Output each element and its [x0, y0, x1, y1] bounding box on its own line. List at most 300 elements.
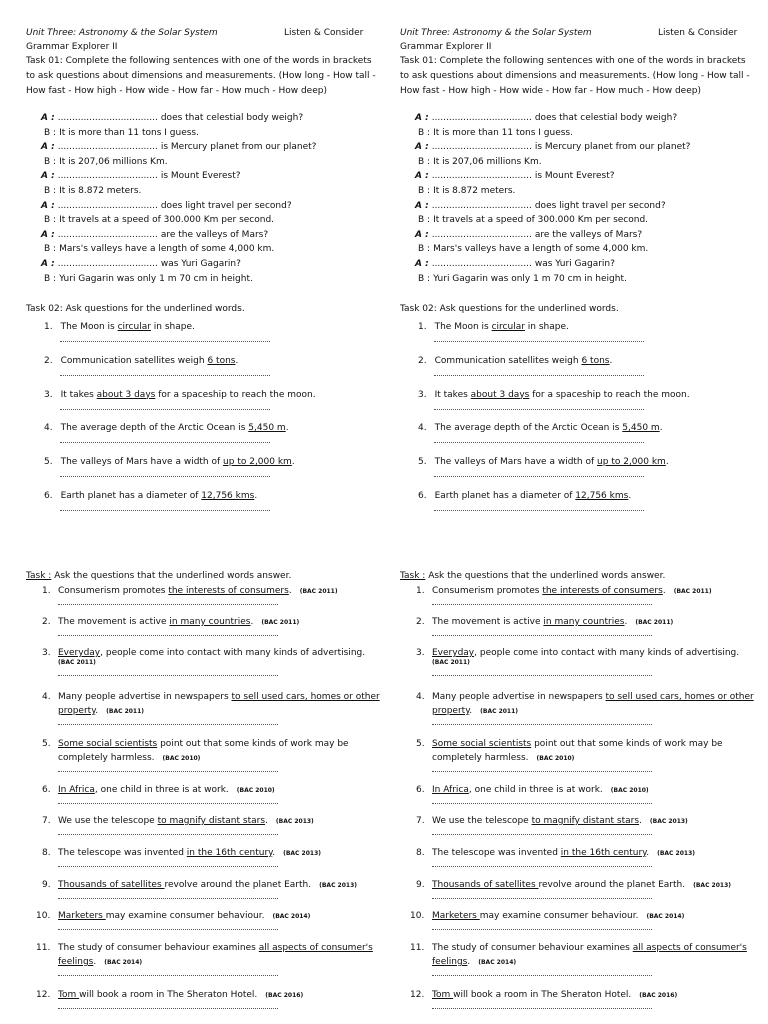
dialogue-text: is Mercury planet from our planet?	[160, 142, 317, 153]
sentence-text: Earth planet has a diameter of	[434, 491, 576, 501]
bac-reference: (BAC 2016)	[265, 992, 304, 999]
task2-item	[418, 356, 612, 367]
sentence-text: , one child in three is at work.	[468, 785, 603, 795]
item-sentence	[61, 356, 239, 366]
task1-instructions: How fast - How high - How wide - How far - How much - How deep)	[26, 86, 327, 96]
bac-reference: (BAC 2011)	[299, 588, 338, 595]
answer-line[interactable]	[58, 724, 278, 725]
answer-line[interactable]	[60, 476, 270, 477]
task2-item	[418, 457, 669, 468]
item-number: 5.	[418, 457, 427, 468]
underlined-words: about 3 days	[470, 389, 530, 400]
speaker-label: A :	[41, 229, 55, 240]
sentence-text: .	[665, 457, 669, 468]
task2-title: Task 02: Ask questions for the underlined words.	[400, 304, 619, 314]
sentence-text: will book a room in The Sheraton Hotel.	[453, 990, 632, 1000]
answer-line[interactable]	[60, 409, 270, 410]
speaker-label: A :	[415, 229, 429, 240]
item-number: 9.	[416, 880, 425, 890]
bac-reference: (BAC 2011)	[106, 708, 145, 715]
bac-reference: (BAC 2013)	[693, 882, 732, 889]
answer-line[interactable]	[434, 341, 644, 342]
sentence-text: .	[659, 423, 663, 434]
answer-blank[interactable]: ...................................	[431, 113, 532, 123]
sentence-text: The valleys of Mars have a width of	[60, 457, 224, 468]
bac-reference: (BAC 2011)	[673, 588, 712, 595]
sentence-text: We use the telescope	[432, 816, 532, 826]
sentence-text: for a spaceship to reach the moon.	[155, 389, 316, 400]
sentence-text: in shape.	[524, 322, 569, 332]
item-sentence	[435, 423, 663, 433]
answer-line[interactable]	[432, 866, 652, 867]
sentence-text: may examine consumer behaviour.	[479, 911, 639, 921]
speaker-label: B :	[418, 186, 431, 196]
speaker-label: A :	[41, 171, 55, 182]
sentence-text: .	[469, 706, 473, 716]
sentence-text: The study of consumer behaviour examines	[432, 943, 633, 953]
item-sentence	[61, 491, 258, 501]
speaker-label: A :	[415, 200, 429, 211]
task3-instruction: Ask the questions that the underlined words answer.	[51, 571, 292, 581]
item-number: 5.	[44, 457, 53, 468]
sentence-text: .	[272, 848, 276, 858]
dialogue-line	[44, 128, 199, 139]
dialogue-text: does that celestial body weigh?	[534, 113, 678, 123]
sentence-text: for a spaceship to reach the moon.	[529, 389, 690, 400]
sentence-text: The movement is active	[58, 617, 170, 627]
answer-line[interactable]	[58, 866, 278, 867]
sentence-text: will book a room in The Sheraton Hotel.	[79, 990, 258, 1000]
answer-line[interactable]	[432, 771, 652, 772]
bac-reference: (BAC 2010)	[536, 755, 575, 762]
sentence-text: Communication satellites weigh	[60, 355, 208, 366]
sentence-text: Consumerism promotes	[58, 586, 169, 596]
grammar-subtitle: Grammar Explorer II	[400, 42, 492, 52]
sentence-text: The telescope was invented	[432, 848, 561, 858]
underlined-words: Tom	[432, 990, 454, 1000]
sentence-text: .	[254, 491, 258, 501]
dialogue-line	[418, 128, 573, 139]
answer-blank[interactable]: ...................................	[431, 259, 532, 269]
bac-reference: (BAC 2013)	[275, 818, 314, 825]
item-number: 6.	[416, 785, 425, 795]
item-sentence	[61, 322, 195, 332]
sentence-text: , people come into contact with many kinds of advertising.	[100, 648, 366, 658]
sentence-text: We use the telescope	[58, 816, 158, 826]
bac-reference: (BAC 2013)	[649, 818, 688, 825]
item-number: 9.	[42, 880, 51, 890]
underlined-words: to sell used cars, homes or other	[605, 692, 754, 702]
speaker-label: B :	[44, 127, 57, 138]
underlined-words: about 3 days	[96, 389, 156, 400]
task3-item-continued	[58, 957, 142, 968]
item-number: 4.	[42, 692, 51, 702]
unit-title	[400, 28, 592, 39]
item-number: 6.	[42, 785, 51, 795]
sentence-text: .	[628, 491, 632, 501]
dialogue-text: does light travel per second?	[534, 200, 666, 211]
bac-reference: (BAC 2011)	[635, 619, 674, 626]
underlined-words: all aspects of consumer's	[632, 943, 747, 953]
sentence-text: .	[609, 355, 613, 366]
dialogue-text: Mars's valleys have a length of some 4,000 km.	[433, 244, 649, 255]
item-number: 3.	[42, 648, 51, 658]
answer-line[interactable]	[432, 975, 652, 976]
dialogue-line	[418, 244, 648, 255]
answer-line[interactable]	[60, 375, 270, 376]
answer-line[interactable]	[432, 803, 652, 804]
task1-instructions: to ask questions about dimensions and measurements. (How long - How tall -	[400, 71, 750, 81]
sentence-text: It takes	[60, 389, 97, 400]
item-number: 12.	[410, 990, 425, 1000]
item-number: 2.	[44, 355, 53, 366]
task3-item	[432, 848, 695, 859]
answer-line[interactable]	[434, 409, 644, 410]
grammar-subtitle: Grammar Explorer II	[26, 42, 118, 52]
section-tag: Listen & Consider	[284, 28, 364, 38]
bac-reference: (BAC 2011)	[58, 659, 96, 666]
task1-instructions: to ask questions about dimensions and measurements. (How long - How tall -	[26, 71, 376, 81]
speaker-label: A :	[415, 171, 429, 182]
answer-line[interactable]	[434, 510, 644, 511]
task3-item-continued	[58, 706, 144, 717]
underlined-words: 5,450 m	[622, 423, 660, 434]
unit-title-text: Unit Three: Astronomy & the Solar System	[26, 28, 218, 38]
sentence-text: .	[93, 957, 97, 967]
item-number: 7.	[42, 816, 51, 826]
task3-item-continued	[432, 657, 470, 668]
item-sentence	[435, 390, 690, 400]
task1-instructions: How fast - How high - How wide - How far - How much - How deep)	[400, 86, 701, 96]
sentence-text: completely harmless.	[432, 753, 529, 763]
sentence-text: point out that some kinds of work may be	[157, 739, 349, 749]
task3-item-continued	[58, 753, 200, 764]
answer-blank[interactable]: ...................................	[57, 229, 158, 240]
underlined-words: Thousands of satellites	[432, 880, 539, 890]
dialogue-text: are the valleys of Mars?	[534, 229, 643, 240]
underlined-words: 6 tons	[581, 355, 610, 366]
answer-blank[interactable]: ...................................	[57, 200, 158, 211]
speaker-label: B :	[44, 244, 57, 255]
sentence-text: .	[624, 617, 628, 627]
dialogue-line	[415, 230, 642, 241]
bac-reference: (BAC 2010)	[236, 787, 275, 794]
sentence-text: point out that some kinds of work may be	[531, 739, 723, 749]
dialogue-text: It is 8.872 meters.	[433, 186, 516, 196]
task3-item	[432, 816, 688, 827]
answer-line[interactable]	[432, 604, 652, 605]
underlined-words: in the 16th century	[560, 848, 647, 858]
speaker-label: A :	[41, 259, 55, 269]
underlined-words: feelings	[58, 957, 94, 967]
dialogue-line	[44, 274, 253, 285]
answer-blank[interactable]: ...................................	[57, 171, 158, 182]
answer-line[interactable]	[432, 834, 652, 835]
underlined-words: 6 tons	[207, 355, 236, 366]
item-sentence	[61, 423, 289, 433]
speaker-label: B :	[418, 244, 431, 255]
underlined-words: In Africa	[58, 785, 95, 795]
sentence-text: The movement is active	[432, 617, 544, 627]
sentence-text: The valleys of Mars have a width of	[434, 457, 598, 468]
dialogue-text: Mars's valleys have a length of some 4,000 km.	[59, 244, 275, 255]
task2-item	[44, 322, 195, 333]
sentence-text: The telescope was invented	[58, 848, 187, 858]
bac-reference: (BAC 2013)	[319, 882, 358, 889]
bac-reference: (BAC 2010)	[610, 787, 649, 794]
task3-item	[58, 943, 373, 954]
item-sentence	[435, 322, 569, 332]
dialogue-line	[415, 113, 677, 124]
answer-line[interactable]	[60, 341, 270, 342]
dialogue-text: is Mount Everest?	[534, 171, 615, 182]
dialogue-line	[415, 259, 615, 270]
dialogue-text: It is more than 11 tons I guess.	[59, 127, 199, 138]
item-number: 4.	[416, 692, 425, 702]
answer-blank[interactable]: ...................................	[431, 171, 532, 182]
dialogue-line	[44, 186, 141, 197]
answer-line[interactable]	[434, 476, 644, 477]
unit-title	[26, 28, 218, 39]
answer-line[interactable]	[432, 898, 652, 899]
sentence-text: revolve around the planet Earth.	[538, 880, 686, 890]
answer-line[interactable]	[432, 635, 652, 636]
dialogue-text: Yuri Gagarin was only 1 m 70 cm in height.	[59, 273, 253, 284]
bac-reference: (BAC 2013)	[657, 850, 695, 857]
task2-item	[44, 491, 257, 502]
task3-instruction: Ask the questions that the underlined words answer.	[425, 571, 666, 581]
bac-reference: (BAC 2013)	[283, 850, 321, 857]
speaker-label: B :	[418, 156, 431, 167]
underlined-words: Tom	[58, 990, 80, 1000]
underlined-words: the interests of consumers	[168, 586, 289, 596]
sentence-text: Communication satellites weigh	[434, 355, 582, 366]
sentence-text: .	[291, 457, 295, 468]
dialogue-line	[44, 244, 274, 255]
answer-blank[interactable]: ...................................	[431, 200, 532, 211]
section-tag: Listen & Consider	[658, 28, 738, 38]
speaker-label: B :	[44, 215, 57, 226]
sentence-text: .	[646, 848, 650, 858]
sentence-text: The average depth of the Arctic Ocean is	[434, 423, 623, 434]
dialogue-text: It is 8.872 meters.	[59, 186, 142, 196]
dialogue-line	[415, 171, 615, 182]
task3-item	[432, 692, 754, 703]
task3-item	[58, 648, 365, 659]
dialogue-text: does light travel per second?	[160, 200, 292, 211]
bac-reference: (BAC 2014)	[272, 913, 311, 920]
sentence-text: completely harmless.	[58, 753, 155, 763]
answer-line[interactable]	[58, 635, 278, 636]
answer-line[interactable]	[58, 929, 278, 930]
bac-reference: (BAC 2010)	[162, 755, 201, 762]
answer-line[interactable]	[58, 604, 278, 605]
sentence-text: may examine consumer behaviour.	[105, 911, 265, 921]
item-number: 7.	[416, 816, 425, 826]
task3-item	[432, 648, 739, 659]
task3-item	[432, 785, 649, 796]
underlined-words: to magnify distant stars	[157, 816, 266, 826]
underlined-words: Some social scientists	[432, 739, 532, 749]
item-sentence	[61, 390, 316, 400]
answer-blank[interactable]: ...................................	[57, 142, 158, 153]
dialogue-line	[41, 142, 316, 153]
item-number: 1.	[44, 322, 53, 332]
answer-line[interactable]	[58, 771, 278, 772]
task2-item	[44, 423, 289, 434]
answer-line[interactable]	[432, 929, 652, 930]
answer-line[interactable]	[434, 375, 644, 376]
speaker-label: A :	[41, 142, 55, 153]
dialogue-text: It is 207,06 millions Km.	[433, 156, 542, 167]
dialogue-line	[418, 215, 648, 226]
task2-item	[418, 423, 663, 434]
answer-line[interactable]	[58, 898, 278, 899]
answer-line[interactable]	[58, 1008, 278, 1009]
speaker-label: A :	[41, 113, 55, 123]
task3-title	[26, 571, 291, 582]
sentence-text: .	[265, 816, 268, 826]
dialogue-line	[415, 142, 690, 153]
item-number: 3.	[418, 389, 427, 400]
answer-line[interactable]	[432, 1008, 652, 1009]
sentence-text: .	[95, 706, 99, 716]
answer-line[interactable]	[58, 975, 278, 976]
item-sentence	[435, 457, 669, 467]
task2-item	[418, 491, 631, 502]
underlined-words: the interests of consumers	[542, 586, 663, 596]
task3-item	[432, 739, 723, 750]
underlined-words: all aspects of consumer's	[258, 943, 373, 953]
speaker-label: B :	[44, 156, 57, 167]
item-number: 1.	[416, 586, 425, 596]
bac-reference: (BAC 2014)	[646, 913, 685, 920]
task3-item-continued	[432, 957, 516, 968]
dialogue-line	[418, 186, 515, 197]
sentence-text: It takes	[434, 389, 471, 400]
underlined-words: to magnify distant stars	[531, 816, 640, 826]
item-number: 5.	[416, 739, 425, 749]
underlined-words: Some social scientists	[58, 739, 158, 749]
dialogue-line	[41, 171, 241, 182]
bac-reference: (BAC 2011)	[432, 659, 470, 666]
task3-item	[432, 586, 712, 597]
underlined-words: feelings	[432, 957, 468, 967]
task3-item	[58, 785, 275, 796]
item-number: 11.	[410, 943, 425, 953]
item-number: 8.	[416, 848, 425, 858]
answer-line[interactable]	[60, 442, 270, 443]
speaker-label: B :	[418, 127, 431, 138]
sentence-text: .	[662, 586, 666, 596]
sentence-text: .	[288, 586, 292, 596]
sentence-text: The average depth of the Arctic Ocean is	[60, 423, 249, 434]
answer-line[interactable]	[58, 675, 278, 676]
answer-blank[interactable]: ...................................	[431, 142, 532, 153]
sentence-text: .	[235, 355, 239, 366]
dialogue-line	[41, 201, 292, 212]
dialogue-line	[41, 113, 303, 124]
underlined-words: Everyday	[432, 648, 475, 658]
dialogue-text: was Yuri Gagarin?	[534, 259, 615, 269]
item-number: 10.	[410, 911, 425, 921]
item-number: 3.	[416, 648, 425, 658]
underlined-words: 12,756 kms	[575, 491, 629, 501]
dialogue-line	[415, 201, 666, 212]
item-number: 1.	[42, 586, 51, 596]
answer-line[interactable]	[434, 442, 644, 443]
task3-item-continued	[432, 753, 574, 764]
dialogue-text: was Yuri Gagarin?	[160, 259, 241, 269]
sentence-text: Earth planet has a diameter of	[60, 491, 202, 501]
underlined-words: in many countries	[543, 617, 625, 627]
task3-item	[432, 617, 673, 628]
dialogue-text: does that celestial body weigh?	[160, 113, 304, 123]
task3-item	[58, 739, 349, 750]
dialogue-text: It is 207,06 millions Km.	[59, 156, 168, 167]
item-sentence	[61, 457, 295, 467]
dialogue-text: It is more than 11 tons I guess.	[433, 127, 573, 138]
task2-item	[44, 390, 316, 401]
underlined-words: property	[432, 706, 470, 716]
item-number: 5.	[42, 739, 51, 749]
item-number: 6.	[44, 491, 53, 501]
item-number: 6.	[418, 491, 427, 501]
task2-item	[44, 457, 295, 468]
task3-item-continued	[432, 706, 518, 717]
answer-line[interactable]	[58, 803, 278, 804]
task2-item	[44, 356, 238, 367]
dialogue-line	[418, 274, 627, 285]
answer-blank[interactable]: ...................................	[431, 229, 532, 240]
item-number: 1.	[418, 322, 427, 332]
underlined-words: Marketers	[432, 911, 480, 921]
answer-line[interactable]	[60, 510, 270, 511]
dialogue-text: It travels at a speed of 300.000 Km per second.	[59, 215, 275, 226]
sentence-text: The study of consumer behaviour examines	[58, 943, 259, 953]
task3-item	[432, 943, 747, 954]
item-number: 3.	[44, 389, 53, 400]
sentence-text: in shape.	[150, 322, 195, 332]
answer-blank[interactable]: ...................................	[57, 259, 158, 269]
bac-reference: (BAC 2011)	[480, 708, 519, 715]
answer-blank[interactable]: ...................................	[57, 113, 158, 123]
task3-item	[58, 880, 357, 891]
underlined-words: up to 2,000 km	[597, 457, 666, 468]
task2-title: Task 02: Ask questions for the underlined words.	[26, 304, 245, 314]
task3-item	[58, 848, 321, 859]
sentence-text: revolve around the planet Earth.	[164, 880, 312, 890]
answer-line[interactable]	[58, 834, 278, 835]
task3-item	[58, 586, 338, 597]
task3-label: Task :	[400, 571, 426, 581]
dialogue-text: It travels at a speed of 300.000 Km per second.	[433, 215, 649, 226]
answer-line[interactable]	[432, 675, 652, 676]
speaker-label: A :	[415, 142, 429, 153]
dialogue-line	[44, 215, 274, 226]
underlined-words: up to 2,000 km	[223, 457, 292, 468]
item-number: 2.	[418, 355, 427, 366]
item-number: 8.	[42, 848, 51, 858]
sentence-text: .	[285, 423, 289, 434]
answer-line[interactable]	[432, 724, 652, 725]
item-sentence	[435, 356, 613, 366]
underlined-words: circular	[117, 322, 151, 332]
underlined-words: property	[58, 706, 96, 716]
unit-title-text: Unit Three: Astronomy & the Solar System	[400, 28, 592, 38]
item-number: 2.	[416, 617, 425, 627]
task2-item	[418, 322, 569, 333]
